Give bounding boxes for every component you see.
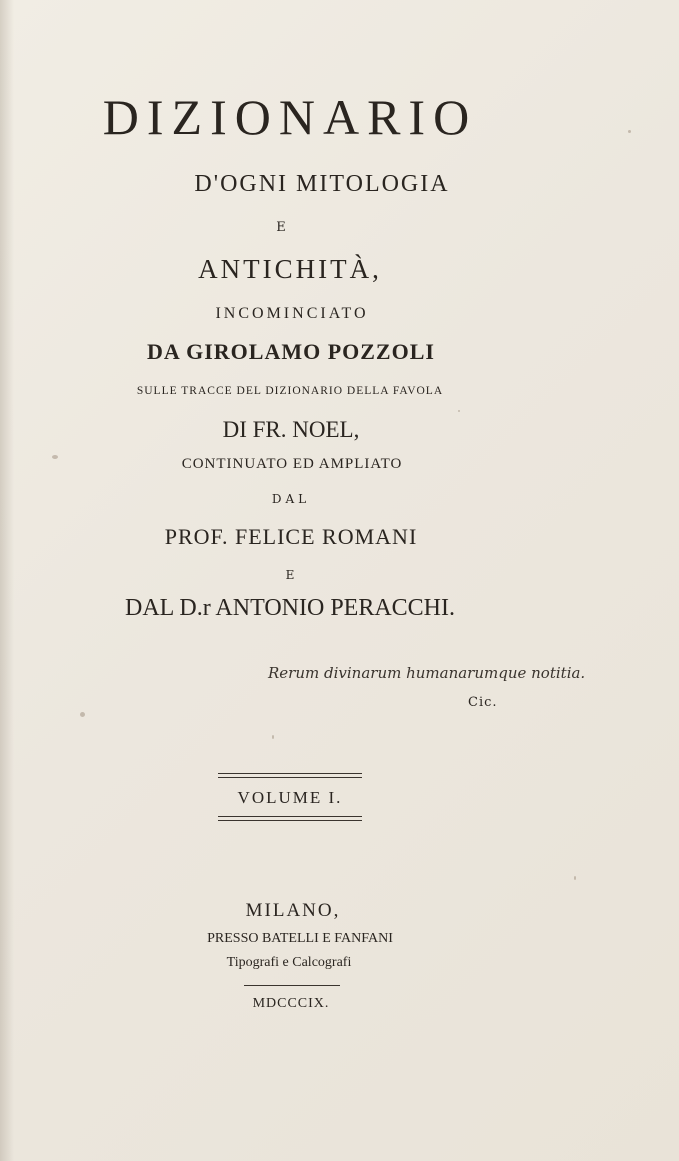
paper-speck xyxy=(52,455,58,459)
imprint-printers: Tipografi e Calcografi xyxy=(226,955,352,970)
paper-speck xyxy=(272,735,274,739)
book-subtitle-2: ANTICHITÀ, xyxy=(198,254,382,284)
volume-rule-bottom-1 xyxy=(218,816,362,817)
imprint-publisher: PRESSO BATELLI E FANFANI xyxy=(207,931,393,946)
source-line: SULLE TRACCE DEL DIZIONARIO DELLA FAVOLA xyxy=(136,385,444,397)
paper-speck xyxy=(628,130,631,133)
imprint-city: MILANO, xyxy=(245,900,341,921)
source-author: DI FR. NOEL, xyxy=(222,417,360,442)
author-1: DA GIROLAMO POZZOLI xyxy=(147,339,435,364)
book-title: DIZIONARIO xyxy=(102,89,478,145)
volume-rule-bottom-2 xyxy=(218,820,362,821)
page-edge-shadow xyxy=(0,0,14,1161)
paper-speck xyxy=(80,712,85,717)
book-subtitle: D'OGNI MITOLOGIA xyxy=(194,171,450,197)
volume-label: VOLUME I. xyxy=(237,788,343,807)
paper-speck xyxy=(458,410,460,412)
continuato-text: CONTINUATO ED AMPLIATO xyxy=(181,456,403,472)
volume-rule-top-2 xyxy=(218,777,362,778)
incominciato-text: INCOMINCIATO xyxy=(215,305,369,322)
year-rule xyxy=(244,985,340,986)
author-3: DAL D.r ANTONIO PERACCHI. xyxy=(125,595,455,621)
volume-rule-top-1 xyxy=(218,773,362,774)
conjunction-2: E xyxy=(285,568,295,582)
paper-speck xyxy=(574,876,576,880)
epigraph-source: Cic. xyxy=(468,695,498,710)
author-2: PROF. FELICE ROMANI xyxy=(164,524,418,549)
imprint-year: MDCCCIX. xyxy=(252,996,330,1011)
epigraph-motto: Rerum divinarum humanarumque notitia. xyxy=(268,664,586,682)
conjunction-1: E xyxy=(276,220,288,235)
dal-text: DAL xyxy=(271,492,311,506)
